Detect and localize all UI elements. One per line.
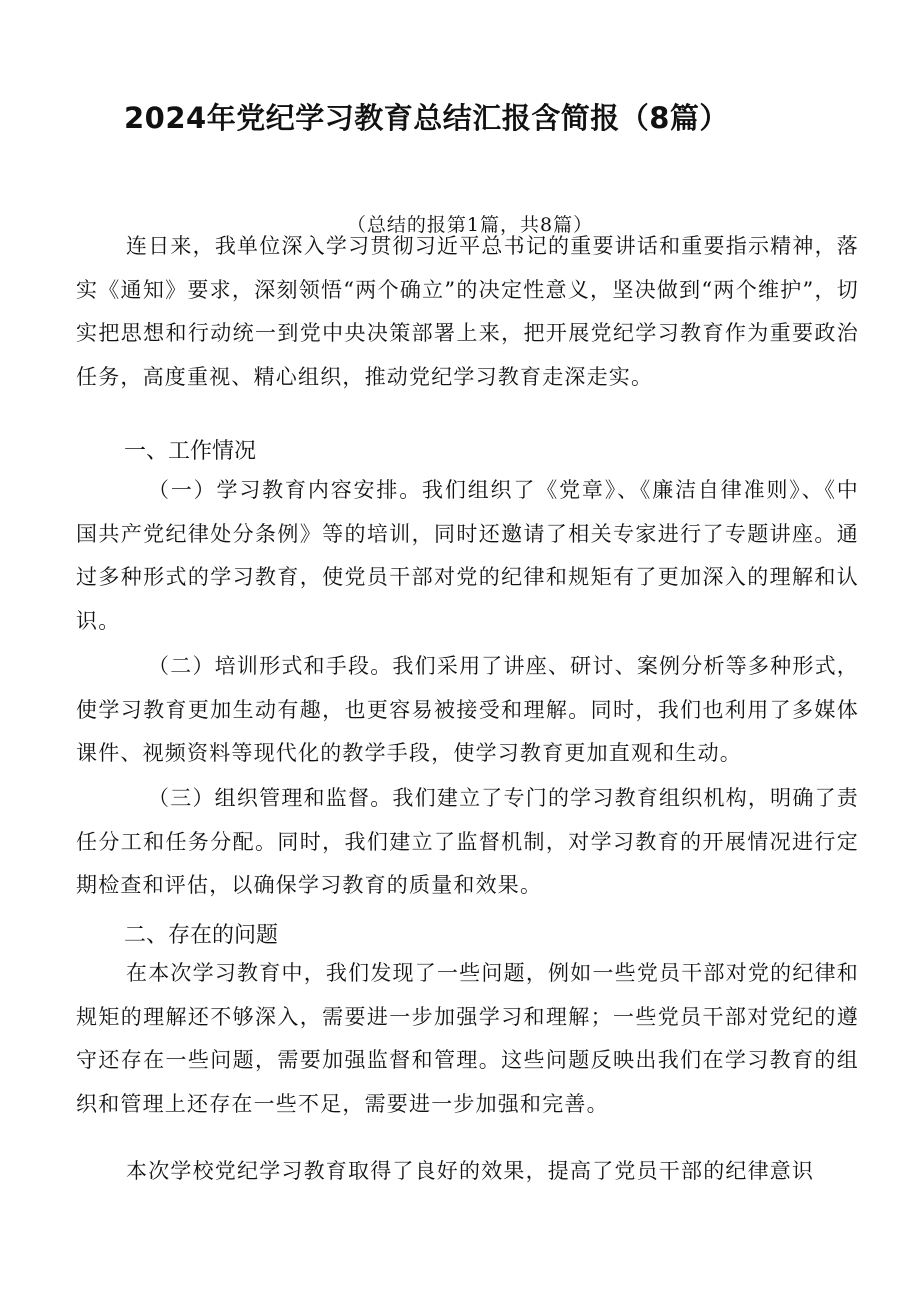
section-heading-problems: 二、存在的问题 — [124, 923, 279, 948]
document-subtitle: （总结的报第1篇，共8篇） — [346, 214, 594, 236]
intro-paragraph: 连日来，我单位深入学习贯彻习近平总书记的重要讲话和重要指示精神，落实《通知》要求，深刻领悟“两个确立”的决定性意义，坚决做到“两个维护”，切实把思想和行动统一到党中央决策部署上来，把开展党纪学习教育作为重要政治任务，高度重视、精心组织，推动党纪学习教育走深走实。 — [76, 234, 859, 389]
paragraph-training-forms: （二）培训形式和手段。我们采用了讲座、研讨、案例分析等多种形式，使学习教育更加生动有趣，也更容易被接受和理解。同时，我们也利用了多媒体课件、视频资料等现代化的教学手段，使学习教育更加直观和生动。 — [76, 654, 859, 765]
closing-paragraph: 本次学校党纪学习教育取得了良好的效果，提高了党员干部的纪律意识 — [126, 1159, 815, 1183]
paragraph-problems: 在本次学习教育中，我们发现了一些问题，例如一些党员干部对党的纪律和规矩的理解还不够深入，需要进一步加强学习和理解；一些党员干部对党纪的遵守还存在一些问题，需要加强监督和管理。这些问题反映出我们在学习教育的组织和管理上还存在一些不足，需要进一步加强和完善。 — [76, 961, 859, 1116]
document-title: 2024年党纪学习教育总结汇报含简报（8篇） — [124, 101, 729, 135]
paragraph-content-arrangement: （一）学习教育内容安排。我们组织了《党章》、《廉洁自律准则》、《中国共产党纪律处分条例》等的培训，同时还邀请了相关专家进行了专题讲座。通过多种形式的学习教育，使党员干部对党的纪律和规矩有了更加深入的理解和认识。 — [76, 478, 859, 633]
paragraph-organization-supervision: （三）组织管理和监督。我们建立了专门的学习教育组织机构，明确了责任分工和任务分配。同时，我们建立了监督机制，对学习教育的开展情况进行定期检查和评估，以确保学习教育的质量和效果。 — [76, 786, 859, 897]
section-heading-work-status: 一、工作情况 — [124, 439, 257, 464]
